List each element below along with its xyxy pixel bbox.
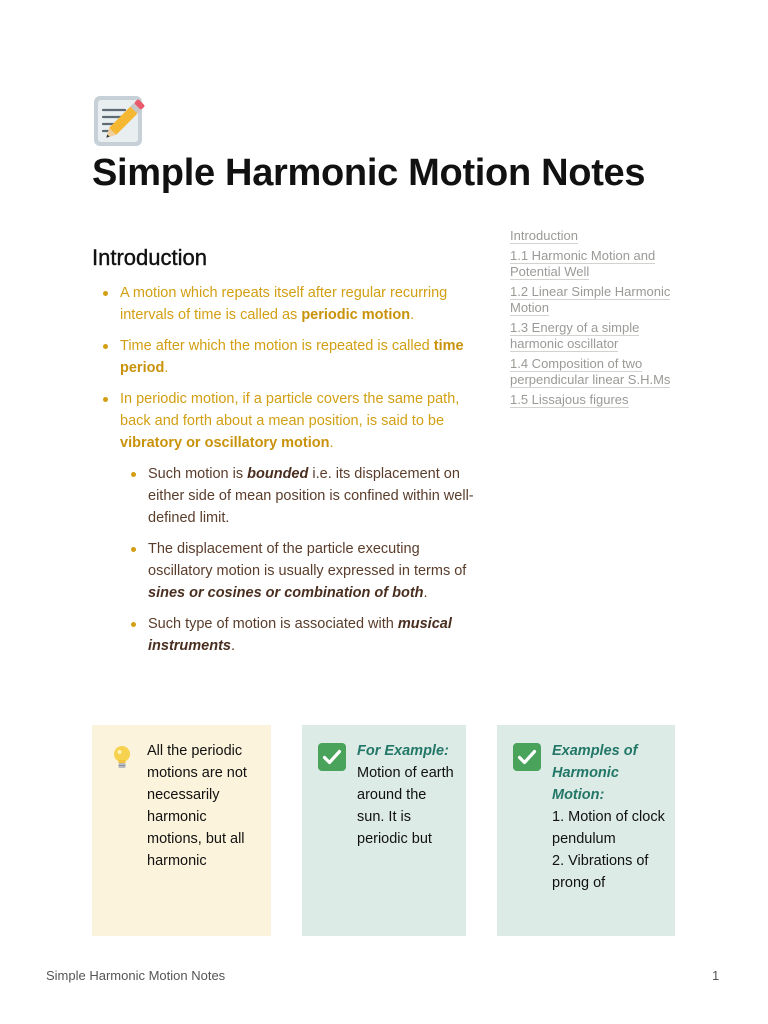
sub-bullet-bounded: Such motion is bounded i.e. its displacement on either side of mean position is confined within well-defined limit. (120, 463, 484, 529)
toc-link-harmonic-motion-potential-well[interactable]: 1.1 Harmonic Motion and Potential Well (510, 248, 656, 279)
toc-link-lissajous-figures[interactable]: 1.5 Lissajous figures (510, 392, 629, 407)
term-time-period: time period (120, 338, 464, 376)
callout-harmonic-text: All the periodic motions are not necessarily harmonic motions, but all harmonic (147, 743, 247, 869)
toc-link-introduction[interactable]: Introduction (510, 228, 578, 243)
callout-examples-lead: Examples of Harmonic Motion: (552, 743, 638, 803)
lightbulb-icon (108, 743, 136, 771)
term-sines-cosines: sines or cosines or combination of both (148, 585, 424, 601)
memo-pencil-icon (92, 94, 148, 150)
oscillatory-sub-list (120, 463, 484, 657)
green-checkmark-icon (318, 743, 346, 771)
page-title: Simple Harmonic Motion Notes (92, 152, 646, 194)
footer-page-number: 1 (712, 968, 720, 983)
footer-document-title: Simple Harmonic Motion Notes (46, 968, 226, 983)
callout-for-example (302, 725, 466, 936)
toc-link-energy-harmonic-oscillator[interactable]: 1.3 Energy of a simple harmonic oscillator (510, 320, 640, 351)
callout-for-example-lead: For Example: (357, 743, 449, 759)
toc-link-linear-shm[interactable]: 1.2 Linear Simple Harmonic Motion (510, 284, 671, 315)
table-of-contents (510, 228, 675, 412)
sub-bullet-musical-instruments: Such type of motion is associated with musical instruments. (120, 613, 484, 657)
callout-examples-item-2: 2. Vibrations of prong of (552, 853, 649, 891)
callout-harmonic-note (92, 725, 271, 936)
callout-examples-item-1: 1. Motion of clock pendulum (552, 809, 665, 847)
callout-for-example-text: Motion of earth around the sun. It is periodic but (357, 765, 454, 847)
sub-bullet-sines-cosines: The displacement of the particle executing oscillatory motion is usually expressed in terms of sines or cosines or combination of both. (120, 538, 484, 604)
term-bounded: bounded (247, 466, 309, 482)
term-musical-instruments: musical instruments (148, 616, 452, 654)
term-oscillatory-motion: vibratory or oscillatory motion (120, 435, 330, 451)
bullet-time-period: Time after which the motion is repeated is called time period. (92, 335, 484, 379)
callout-examples-harmonic-motion (497, 725, 675, 936)
section-heading-introduction: Introduction (92, 245, 207, 270)
introduction-bullet-list (92, 282, 484, 666)
bullet-oscillatory-motion: In periodic motion, if a particle covers the same path, back and forth about a mean position, is said to be vibratory or oscillatory motion. Such motion is bounded i.e. its displacement on either side of mean position is confined within well-defined limit. The displacement of the particle executing oscillatory motion is usually expressed in terms of sines or cosines or combination of both. Such type of motion is associated with musical instruments. (92, 388, 484, 657)
toc-link-composition-perpendicular-shm[interactable]: 1.4 Composition of two perpendicular linear S.H.Ms (510, 356, 671, 387)
term-periodic-motion: periodic motion (301, 307, 411, 323)
bullet-periodic-motion: A motion which repeats itself after regular recurring intervals of time is called as periodic motion. (92, 282, 484, 326)
green-checkmark-icon (513, 743, 541, 771)
